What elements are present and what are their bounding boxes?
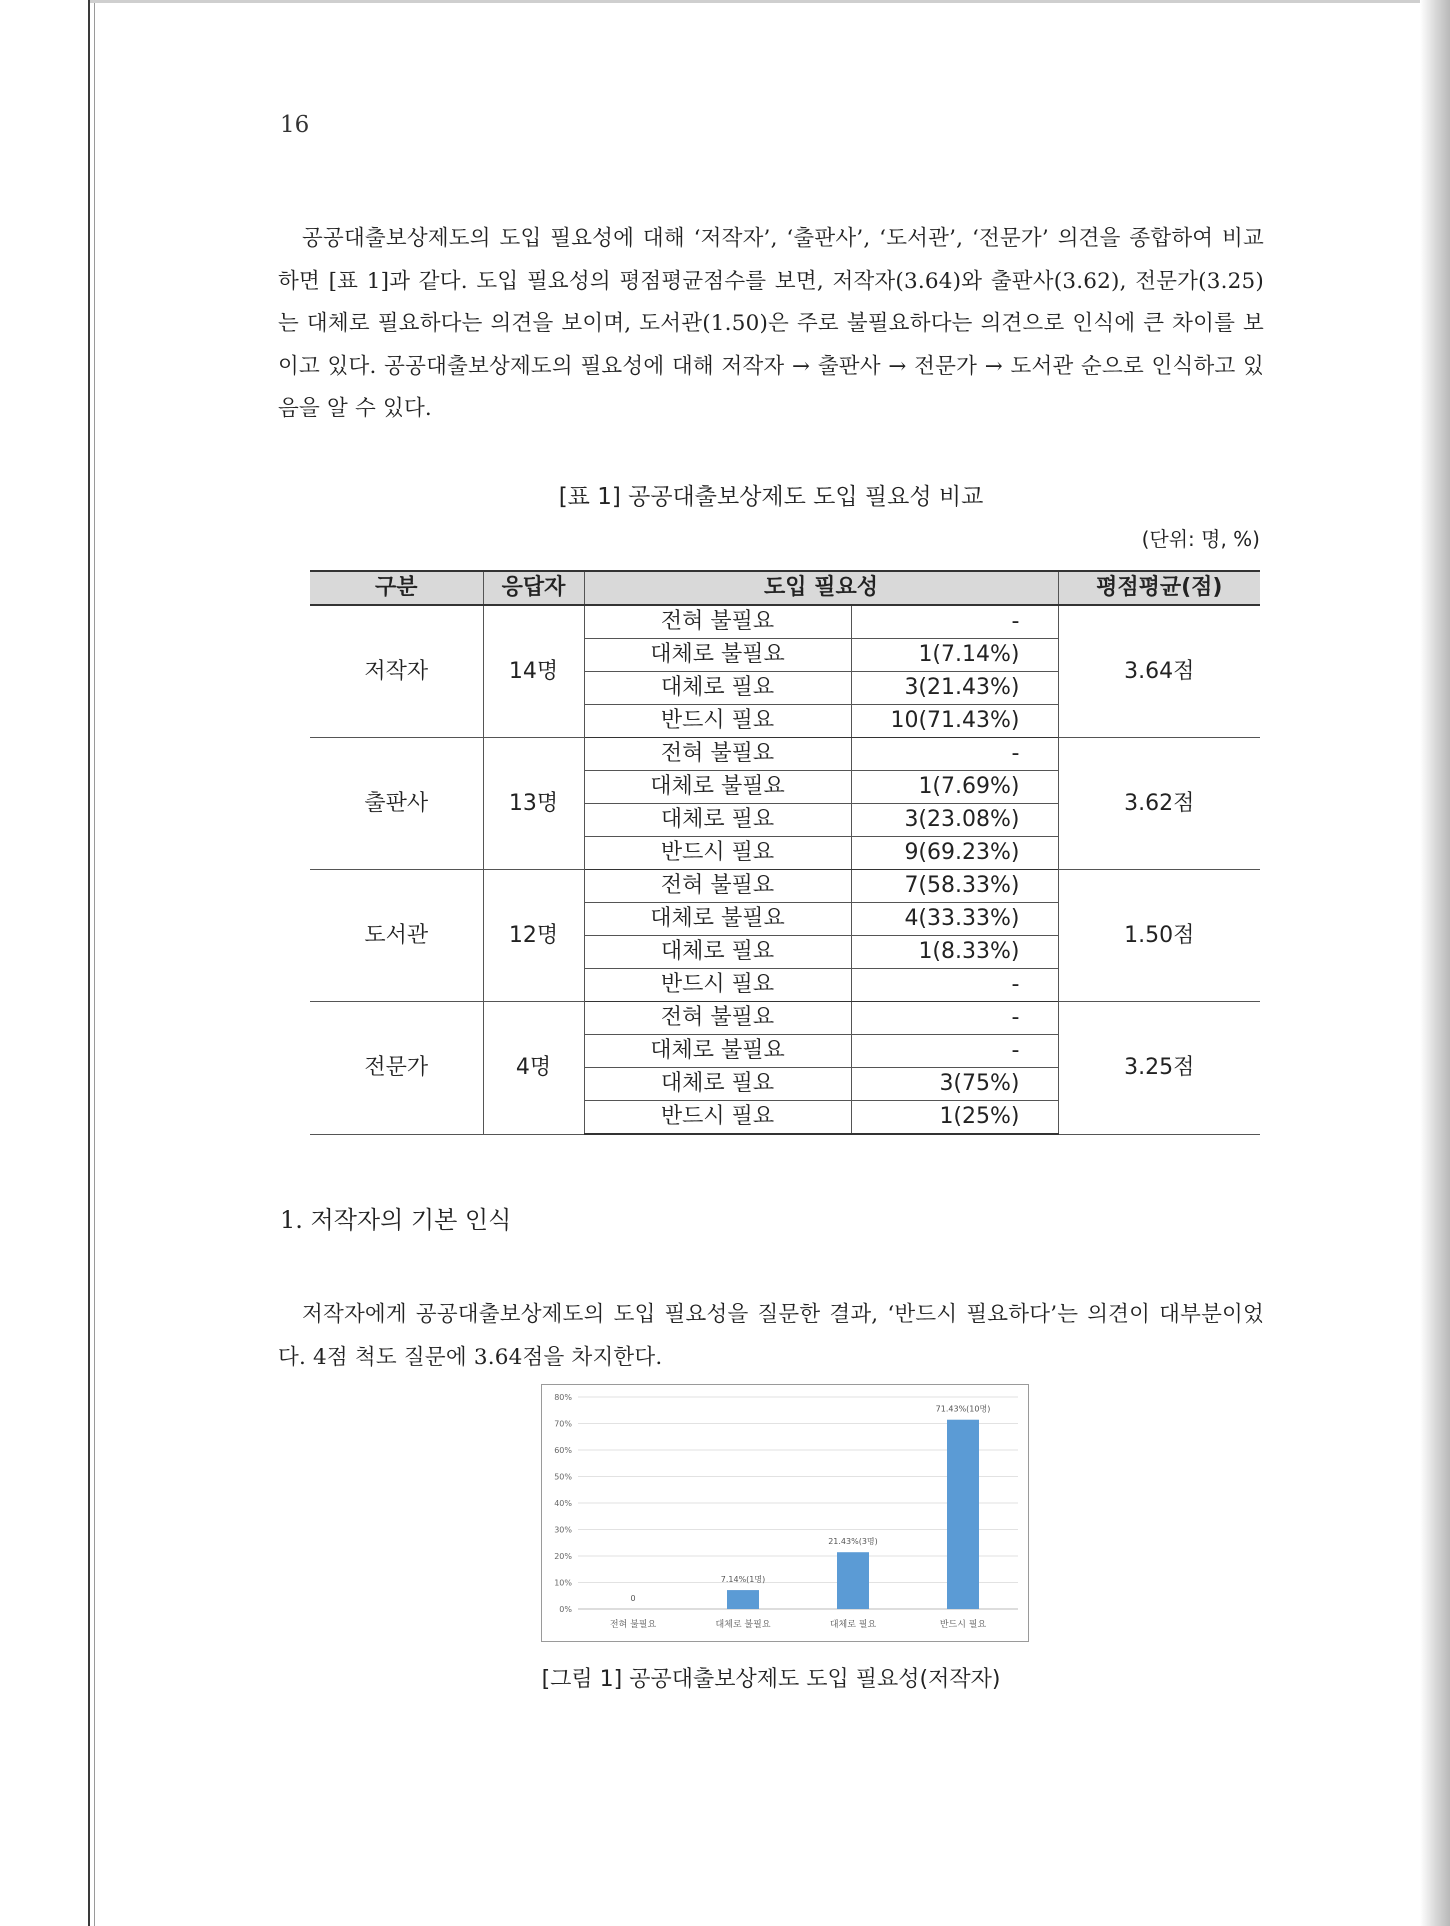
table-row [310,605,1260,639]
page-border-shadow [94,0,95,1926]
x-tick-label: 대체로 필요 [829,1620,877,1630]
necessity-value-cell: - [851,738,1058,771]
figure-caption: [그림 1] 공공대출보상제도 도입 필요성(저작자) [541,1667,1001,1692]
necessity-label-cell: 대체로 필요 [584,1068,851,1101]
average-score-cell: 3.62점 [1058,738,1260,870]
necessity-value-cell: - [851,605,1058,639]
data-label: 71.43%(10명) [935,1404,991,1414]
page-right-shadow [1420,0,1450,1926]
bar [947,1420,979,1609]
necessity-comparison-table [310,570,1260,1135]
necessity-value-cell: 3(75%) [851,1068,1058,1101]
necessity-label-cell: 반드시 필요 [584,969,851,1002]
header-respondents: 응답자 [483,571,584,605]
group-name-cell: 전문가 [310,1002,483,1135]
bar [727,1590,759,1609]
page-top-edge [90,0,1420,3]
necessity-label-cell: 반드시 필요 [584,705,851,738]
necessity-label-cell: 반드시 필요 [584,837,851,870]
necessity-label-cell: 대체로 불필요 [584,771,851,804]
y-tick-label: 50% [554,1472,572,1482]
x-tick-label: 대체로 불필요 [715,1620,771,1630]
bar-chart-svg [542,1385,1028,1641]
section-text: 저작자에게 공공대출보상제도의 도입 필요성을 질문한 결과, ‘반드시 필요하다’는 의견이 대부분이었다. 4점 척도 질문에 3.64점을 차지한다. [278,1302,1264,1370]
bar [837,1552,869,1609]
table-row [310,870,1260,903]
necessity-label-cell: 전혀 불필요 [584,738,851,771]
intro-paragraph [278,218,1264,431]
group-name-cell: 저작자 [310,605,483,738]
necessity-label-cell: 전혀 불필요 [584,605,851,639]
data-label: 21.43%(3명) [828,1537,878,1547]
necessity-value-cell: 9(69.23%) [851,837,1058,870]
respondents-cell: 4명 [483,1002,584,1135]
data-label: 0 [630,1594,636,1603]
y-tick-label: 10% [554,1578,572,1588]
data-label: 7.14%(1명) [720,1575,766,1585]
header-group: 구분 [310,571,483,605]
table-row [310,738,1260,771]
table-header-row [310,571,1260,605]
group-name-cell: 도서관 [310,870,483,1002]
necessity-label-cell: 대체로 불필요 [584,639,851,672]
necessity-value-cell: 10(71.43%) [851,705,1058,738]
section-heading: 1. 저작자의 기본 인식 [280,1206,512,1234]
necessity-value-cell: 3(23.08%) [851,804,1058,837]
necessity-value-cell: 4(33.33%) [851,903,1058,936]
necessity-value-cell: 3(21.43%) [851,672,1058,705]
necessity-label-cell: 대체로 필요 [584,672,851,705]
necessity-value-cell: 1(25%) [851,1101,1058,1135]
page-border-line [88,0,90,1926]
y-tick-label: 70% [554,1419,572,1429]
respondents-cell: 14명 [483,605,584,738]
table-row [310,1002,1260,1035]
respondents-cell: 12명 [483,870,584,1002]
average-score-cell: 3.64점 [1058,605,1260,738]
table-body [310,605,1260,1134]
average-score-cell: 1.50점 [1058,870,1260,1002]
necessity-label-cell: 대체로 필요 [584,804,851,837]
section-paragraph [278,1294,1264,1379]
necessity-value-cell: 1(7.69%) [851,771,1058,804]
respondents-cell: 13명 [483,738,584,870]
necessity-value-cell: 1(7.14%) [851,639,1058,672]
y-tick-label: 20% [554,1552,572,1561]
page-left-edge [0,0,90,1926]
necessity-value-cell: - [851,1035,1058,1068]
necessity-label-cell: 전혀 불필요 [584,870,851,903]
necessity-value-cell: 7(58.33%) [851,870,1058,903]
x-tick-label: 반드시 필요 [939,1620,987,1630]
necessity-value-cell: - [851,969,1058,1002]
necessity-label-cell: 대체로 필요 [584,936,851,969]
necessity-label-cell: 대체로 불필요 [584,903,851,936]
necessity-value-cell: 1(8.33%) [851,936,1058,969]
x-tick-label: 전혀 불필요 [609,1620,657,1630]
y-tick-label: 0% [559,1605,572,1614]
header-average: 평점평균(점) [1058,571,1260,605]
necessity-label-cell: 전혀 불필요 [584,1002,851,1035]
table-title: [표 1] 공공대출보상제도 도입 필요성 비교 [558,484,984,510]
author-necessity-chart [541,1384,1029,1642]
header-necessity: 도입 필요성 [584,571,1058,605]
page-number: 16 [280,112,310,138]
y-tick-label: 40% [554,1499,572,1508]
necessity-label-cell: 반드시 필요 [584,1101,851,1135]
y-tick-label: 60% [554,1446,572,1455]
y-tick-label: 30% [554,1525,572,1535]
y-tick-label: 80% [554,1393,572,1402]
intro-text: 공공대출보상제도의 도입 필요성에 대해 ‘저작자’, ‘출판사’, ‘도서관’, ‘전문가’ 의견을 종합하여 비교하면 [표 1]과 같다. 도입 필요성의 평점평균점수를 보면, 저작자(3.64)와 출판사(3.62), 전문가(3.25)는 대체로 필요하다는 의견을 보이며, 도서관(1.50)은 주로 불필요하다는 의견으로 인식에 큰 차이를 보이고 있다. 공공대출보상제도의 필요성에 대해 저작자 → 출판사 → 전문가 → 도서관 순으로 인식하고 있음을 알 수 있다. [278,226,1264,421]
group-name-cell: 출판사 [310,738,483,870]
necessity-label-cell: 대체로 불필요 [584,1035,851,1068]
necessity-value-cell: - [851,1002,1058,1035]
average-score-cell: 3.25점 [1058,1002,1260,1135]
table-unit: (단위: 명, %) [1141,527,1260,551]
